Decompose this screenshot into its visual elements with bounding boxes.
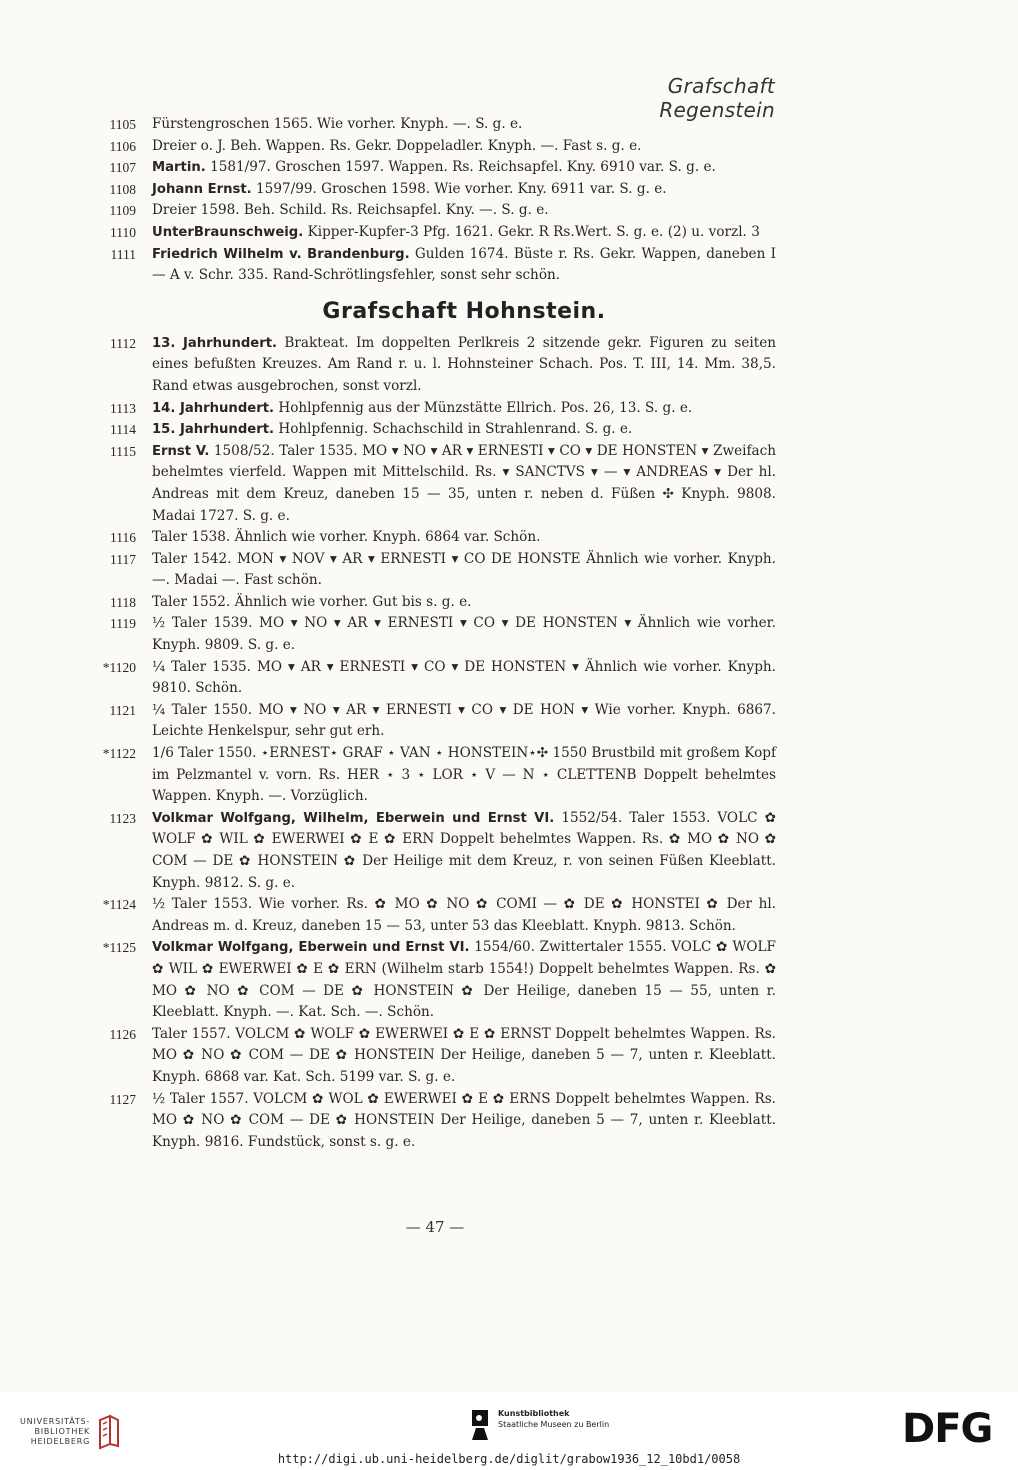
entry-text — [152, 657, 776, 700]
catalog-entry — [100, 894, 776, 937]
entry-text — [152, 333, 776, 398]
catalog-entry — [100, 179, 776, 201]
uni-line-2: BIBLIOTHEK — [34, 1427, 91, 1436]
source-url[interactable]: http://digi.ub.uni-heidelberg.de/diglit/grabow1936_12_10bd1/0058 — [277, 1452, 741, 1466]
entry-number: 1116 — [110, 530, 136, 546]
entry-text — [152, 613, 776, 656]
entry-number: 1105 — [109, 117, 136, 132]
entry-number: 1109 — [109, 203, 136, 219]
entry-text — [152, 179, 776, 201]
heidelberg-library-logo[interactable] — [20, 1414, 122, 1450]
entry-description: 1508/52. Taler 1535. MO ▾ NO ▾ AR ▾ ERNESTI ▾ CO ▾ DE HONSTEN ▾ Zweifach behelmtes vierfeld. Wappen mit Mittelschild. Rs. ▾ SANCTVS ▾ — ▾ ANDREAS ▾ Der hl. Andreas mit dem Kreuz, daneben 15 — 35, unten r. neben d. Füßen ✣ Knyph. 9808. Madai 1727. S. g. e. — [152, 442, 776, 524]
entry-description: Taler 1542. MON ▾ NOV ▾ AR ▾ ERNESTI ▾ CO DE HONSTE Ähnlich wie vorher. Knyph. —. Madai —. Fast schön. — [152, 550, 776, 589]
entry-number: 1106 — [109, 138, 136, 154]
entry-description: Fürstengroschen 1565. Wie vorher. Knyph. —. S. g. e. — [152, 116, 523, 132]
catalog-entry — [100, 549, 776, 592]
entry-number: 1113 — [110, 400, 136, 416]
catalog-entry — [100, 527, 776, 549]
footer-bar — [0, 1392, 1018, 1470]
kunstbibliothek-emblem-icon — [470, 1408, 492, 1442]
catalog-entry — [100, 114, 776, 136]
entry-text — [152, 894, 776, 937]
entry-description: Hohlpfennig. Schachschild in Strahlenrand. S. g. e. — [278, 421, 633, 438]
entry-description: 1597/99. Groschen 1598. Wie vorher. Kny. 6911 var. S. g. e. — [256, 180, 667, 197]
entry-description: Dreier o. J. Beh. Wappen. Rs. Gekr. Doppeladler. Knyph. —. Fast s. g. e. — [152, 137, 642, 154]
entry-text — [152, 1089, 776, 1154]
kunstbibliothek-logo[interactable] — [470, 1408, 609, 1442]
entry-text — [152, 808, 776, 894]
entries-after-list — [100, 333, 776, 1154]
catalog-entry — [100, 657, 776, 700]
entry-description: Kipper-Kupfer-3 Pfg. 1621. Gekr. R Rs.Wert. S. g. e. (2) u. vorzl. 3 — [307, 223, 760, 240]
catalog-entry — [100, 592, 776, 614]
entry-heading: 15. Jahrhundert. — [152, 422, 275, 438]
catalog-entry — [100, 700, 776, 743]
entry-number: 1118 — [110, 594, 136, 610]
heidelberg-library-text — [20, 1417, 90, 1447]
entry-text — [152, 592, 776, 614]
entry-number: 1121 — [109, 702, 136, 718]
library-emblem-icon — [96, 1414, 122, 1450]
entry-description: 1554/60. Zwittertaler 1555. VOLC ✿ WOLF ✿ WIL ✿ EWERWEI ✿ E ✿ ERN (Wilhelm starb 1554!) Doppelt behelmtes Wappen. Rs. ✿ MO ✿ NO ✿ COM — DE ✿ HONSTEIN ✿ Der Heilige, daneben 15 — 55, unten r. Kleeblatt. Knyph. —. Kat. Sch. —. Schön. — [152, 939, 776, 1021]
entry-description: ½ Taler 1557. VOLCM ✿ WOL ✿ EWERWEI ✿ E ✿ ERNS Doppelt behelmtes Wappen. Rs. MO ✿ NO ✿ COM — DE ✿ HONSTEIN Der Heilige, daneben 5 — 7, unten r. Kleeblatt. Knyph. 9816. Fundstück, sonst s. g. e. — [152, 1090, 776, 1150]
catalog-entry — [100, 136, 776, 158]
running-head: Grafschaft Regenstein — [659, 74, 775, 122]
catalog-entry — [100, 743, 776, 808]
entry-text — [152, 1024, 776, 1089]
entry-text — [152, 527, 776, 549]
entry-text — [152, 157, 776, 179]
entry-text — [152, 441, 776, 527]
entry-number: 1107 — [109, 160, 136, 176]
entry-number: 1119 — [110, 616, 136, 632]
uni-line-1: UNIVERSITÄTS- — [20, 1417, 91, 1426]
catalog-entry — [100, 613, 776, 656]
entry-description: Brakteat. Im doppelten Perlkreis 2 sitzende gekr. Figuren zu seiten eines befußten Kreuzes. Am Rand r. u. l. Hohnsteiner Schach. Pos. T. III, 14. Mm. 38,5. Rand etwas ausgebrochen, sonst vorzl. — [152, 334, 776, 394]
entry-heading: UnterBraunschweig. — [152, 224, 304, 240]
entry-heading: 14. Jahrhundert. — [152, 400, 275, 416]
entry-heading: Friedrich Wilhelm v. Brandenburg. — [152, 246, 410, 262]
catalog-entry — [100, 200, 776, 222]
entry-heading: Volkmar Wolfgang, Wilhelm, Eberwein und Ernst VI. — [152, 810, 555, 826]
catalog-entry — [100, 808, 776, 894]
entry-description: ¼ Taler 1535. MO ▾ AR ▾ ERNESTI ▾ CO ▾ DE HONSTEN ▾ Ähnlich wie vorher. Knyph. 9810. Schön. — [152, 658, 776, 697]
entry-text — [152, 222, 776, 244]
entry-number: 1117 — [110, 551, 136, 567]
entry-heading: Volkmar Wolfgang, Eberwein und Ernst VI. — [152, 940, 470, 956]
kb-line-1: Kunstbibliothek — [498, 1409, 570, 1418]
entry-number: 1115 — [110, 443, 136, 459]
kb-line-2: Staatliche Museen zu Berlin — [498, 1420, 610, 1429]
entry-text — [152, 398, 776, 420]
entry-number: 1123 — [109, 810, 136, 826]
section-title: Grafschaft Hohnstein. — [322, 298, 606, 324]
entry-number: *1124 — [102, 897, 136, 913]
entry-description: Hohlpfennig aus der Münzstätte Ellrich. Pos. 26, 13. S. g. e. — [278, 399, 693, 416]
catalog-entry — [100, 222, 776, 244]
entry-text — [152, 244, 776, 287]
entries-before-list — [100, 114, 776, 287]
entry-text — [152, 114, 776, 136]
catalog-entry — [100, 937, 776, 1023]
catalog-entry — [100, 398, 776, 420]
entry-text — [152, 549, 776, 592]
entry-heading: Martin. — [152, 160, 206, 176]
entry-heading: 13. Jahrhundert. — [152, 335, 278, 351]
entry-heading: Johann Ernst. — [152, 181, 252, 197]
entry-number: 1127 — [109, 1091, 136, 1107]
entry-description: ½ Taler 1539. MO ▾ NO ▾ AR ▾ ERNESTI ▾ CO ▾ DE HONSTEN ▾ Ähnlich wie vorher. Knyph. 9809. S. g. e. — [152, 615, 776, 654]
entry-description: 1552/54. Taler 1553. VOLC ✿ WOLF ✿ WIL ✿ EWERWEI ✿ E ✿ ERN Doppelt behelmtes Wappen. Rs. ✿ MO ✿ NO ✿ COM — DE ✿ HONSTEIN ✿ Der Heilige mit dem Kreuz, r. von seinen Füßen Kleeblatt. Knyph. 9812. S. g. e. — [152, 809, 776, 891]
entry-number: 1108 — [109, 181, 136, 197]
entry-description: Taler 1552. Ähnlich wie vorher. Gut bis s. g. e. — [152, 593, 472, 610]
entry-number: 1114 — [110, 422, 136, 438]
catalog-entry — [100, 419, 776, 441]
entry-number: *1120 — [102, 659, 136, 675]
entry-number: 1112 — [110, 335, 136, 351]
entry-description: Taler 1557. VOLCM ✿ WOLF ✿ EWERWEI ✿ E ✿ ERNST Doppelt behelmtes Wappen. Rs. MO ✿ NO ✿ COM — DE ✿ HONSTEIN Der Heilige, daneben 5 — 7, unten r. Kleeblatt. Knyph. 6868 var. Kat. Sch. 5199 var. S. g. e. — [152, 1025, 776, 1085]
entry-number: *1125 — [102, 940, 136, 956]
entry-description: 1581/97. Groschen 1597. Wappen. Rs. Reichsapfel. Kny. 6910 var. S. g. e. — [210, 159, 716, 176]
entry-description: ¼ Taler 1550. MO ▾ NO ▾ AR ▾ ERNESTI ▾ CO ▾ DE HON ▾ Wie vorher. Knyph. 6867. Leichte Henkelspur, sehr gut erh. — [152, 701, 776, 740]
entry-number: 1111 — [110, 246, 136, 262]
entry-text — [152, 419, 776, 441]
catalog-entry — [100, 441, 776, 527]
catalog-entry — [100, 157, 776, 179]
entry-description: ½ Taler 1553. Wie vorher. Rs. ✿ MO ✿ NO ✿ COMI — ✿ DE ✿ HONSTEI ✿ Der hl. Andreas m. d. Kreuz, daneben 15 — 53, unter 53 das Kleeblatt. Knyph. 9813. Schön. — [152, 896, 776, 934]
entry-number: *1122 — [102, 746, 136, 762]
catalog-entry — [100, 333, 776, 398]
catalog-entries — [100, 114, 776, 1153]
entry-number: 1110 — [110, 224, 136, 240]
entry-description: Gulden 1674. Büste r. Rs. Gekr. Wappen, daneben I — A v. Schr. 335. Rand-Schrötlingsfehler, sonst sehr schön. — [152, 245, 776, 284]
entry-description: 1/6 Taler 1550. ⋆ERNEST⋆ GRAF ⋆ VAN ⋆ HONSTEIN⋆✣ 1550 Brustbild mit großem Kopf im Pelzmantel v. vorn. Rs. HER ⋆ 3 ⋆ LOR ⋆ V — N ⋆ CLETTENB Doppelt behelmtes Wappen. Knyph. —. Vorzüglich. — [152, 745, 776, 805]
uni-line-3: HEIDELBERG — [30, 1437, 91, 1446]
entry-description: Taler 1538. Ähnlich wie vorher. Knyph. 6864 var. Schön. — [152, 529, 541, 546]
catalog-entry — [100, 1089, 776, 1154]
entry-text — [152, 743, 776, 808]
entry-text — [152, 937, 776, 1023]
entry-text — [152, 200, 776, 222]
dfg-logo[interactable]: DFG — [902, 1406, 993, 1452]
kunstbibliothek-text — [498, 1408, 609, 1430]
entry-text — [152, 136, 776, 158]
entry-number: 1126 — [109, 1026, 136, 1042]
catalog-entry — [100, 1024, 776, 1089]
entry-text — [152, 700, 776, 743]
page-number: — 47 — — [405, 1218, 465, 1236]
catalog-entry — [100, 244, 776, 287]
entry-description: Dreier 1598. Beh. Schild. Rs. Reichsapfel. Kny. —. S. g. e. — [152, 202, 549, 219]
entry-heading: Ernst V. — [152, 443, 210, 459]
